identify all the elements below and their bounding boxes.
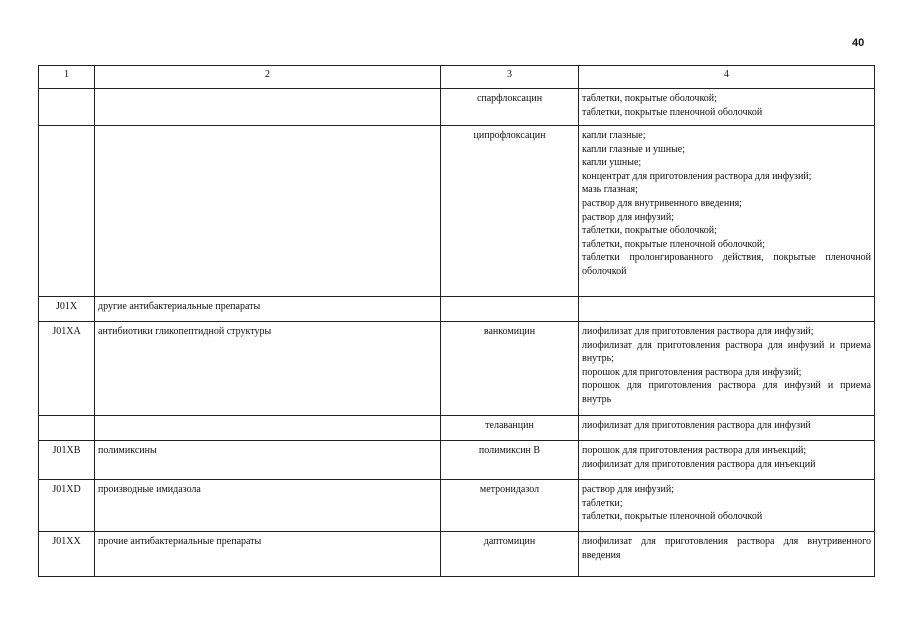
drug-name-cell: полимиксин В (441, 441, 579, 480)
group-name-cell: антибиотики гликопептидной структуры (95, 322, 441, 416)
drug-name-cell: даптомицин (441, 532, 579, 577)
drug-name-cell: телаванцин (441, 416, 579, 441)
dosage-form-item: лиофилизат для приготовления раствора для внутривенного введения (582, 536, 871, 561)
group-name-cell (95, 416, 441, 441)
dosage-form-item: порошок для приготовления раствора для инфузий и приема внутрь (582, 380, 871, 405)
dosage-form-item: лиофилизат для приготовления раствора для инфузий (582, 420, 811, 431)
dosage-form-item: мазь глазная; (582, 184, 638, 196)
drug-name-cell: спарфлоксацин (441, 89, 579, 126)
dosage-form-item: лиофилизат для приготовления раствора для инфузий и приема внутрь; (582, 339, 871, 365)
group-name-cell: производные имидазола (95, 480, 441, 532)
table-row (39, 416, 875, 441)
atc-code-cell: J01XA (39, 322, 95, 416)
dosage-form-item: таблетки, покрытые оболочкой; (582, 225, 717, 237)
atc-code-cell (39, 89, 95, 126)
column-header-1: 1 (39, 66, 95, 89)
dosage-form-item: порошок для приготовления раствора для инфузий; (582, 366, 802, 378)
column-header-3: 3 (441, 66, 579, 89)
dosage-form-item: капли ушные; (582, 157, 642, 169)
dosage-form-item: таблетки; (582, 497, 623, 509)
dosage-form-item: таблетки, покрытые пленочной оболочкой; (582, 238, 766, 250)
dosage-form-item: таблетки, покрытые оболочкой; (582, 93, 717, 104)
dosage-form-item: таблетки, покрытые пленочной оболочкой (582, 511, 763, 523)
dosage-form-item: раствор для инфузий; (582, 211, 674, 223)
drug-name-cell: ванкомицин (441, 322, 579, 416)
table-header-row (39, 66, 875, 89)
table-row (39, 297, 875, 322)
dosage-form-item: таблетки пролонгированного действия, покрытые пленочной оболочкой (582, 252, 871, 277)
drug-name-cell (441, 297, 579, 322)
column-header-4: 4 (579, 66, 875, 89)
drug-table (38, 65, 875, 577)
dosage-form-item: лиофилизат для приготовления раствора для инфузий; (582, 326, 814, 337)
table-row (39, 480, 875, 532)
dosage-form-item: раствор для инфузий; (582, 484, 674, 495)
group-name-cell (95, 126, 441, 297)
group-name-cell: прочие антибактериальные препараты (95, 532, 441, 577)
dosage-forms-cell (579, 416, 875, 441)
table-body (39, 89, 875, 577)
dosage-forms-cell (579, 126, 875, 297)
dosage-forms-cell (579, 480, 875, 532)
page-number: 40 (852, 37, 865, 49)
table-row (39, 441, 875, 480)
atc-code-cell (39, 416, 95, 441)
group-name-cell: полимиксины (95, 441, 441, 480)
dosage-form-item: лиофилизат для приготовления раствора для инъекций (582, 458, 816, 470)
table-row (39, 322, 875, 416)
group-name-cell (95, 89, 441, 126)
dosage-form-item: капли глазные; (582, 130, 646, 141)
drug-name-cell: метронидазол (441, 480, 579, 532)
dosage-forms-cell (579, 441, 875, 480)
dosage-form-item: таблетки, покрытые пленочной оболочкой (582, 106, 763, 118)
dosage-form-item: раствор для внутривенного введения; (582, 197, 742, 209)
table-row (39, 89, 875, 126)
dosage-form-item: порошок для приготовления раствора для инъекций; (582, 445, 807, 456)
drug-name-cell: ципрофлоксацин (441, 126, 579, 297)
table-row (39, 532, 875, 577)
table-row (39, 126, 875, 297)
atc-code-cell: J01X (39, 297, 95, 322)
dosage-forms-cell (579, 297, 875, 322)
dosage-form-item: концентрат для приготовления раствора для инфузий; (582, 170, 812, 182)
group-name-cell: другие антибактериальные препараты (95, 297, 441, 322)
dosage-forms-cell (579, 532, 875, 577)
atc-code-cell: J01XD (39, 480, 95, 532)
column-header-2: 2 (95, 66, 441, 89)
dosage-form-item: капли глазные и ушные; (582, 143, 686, 155)
atc-code-cell: J01XX (39, 532, 95, 577)
atc-code-cell (39, 126, 95, 297)
dosage-forms-cell (579, 322, 875, 416)
dosage-forms-cell (579, 89, 875, 126)
atc-code-cell: J01XB (39, 441, 95, 480)
